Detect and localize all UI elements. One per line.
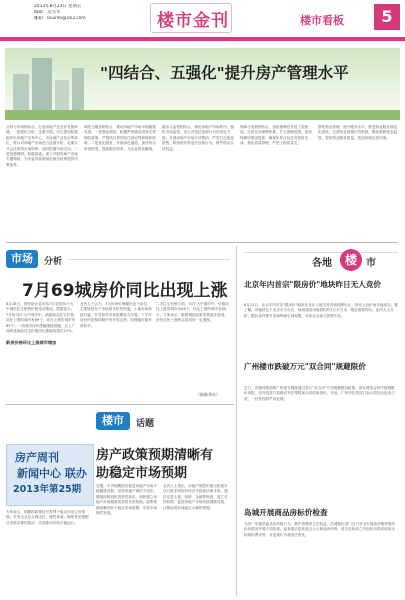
section-logo xyxy=(150,3,232,33)
analysis-source: （据新华社） xyxy=(196,392,220,397)
section-divider xyxy=(6,404,234,405)
issue-info xyxy=(34,4,129,22)
lead-headline: "四结合、五强化"提升房产管理水平 xyxy=(100,64,349,82)
topic-body-b: 业内人士指出，房地产调控的重点将逐步从行政手段转向经济手段和法律手段，通过完善土地、财税、金融等制度，建立长效机制，促进房地产市场持续健康发展，让购房者形成稳定合理的预期。 xyxy=(163,484,228,510)
local-news2-title: 广州楼市跌破万元"双合同"规避限价 xyxy=(244,362,366,371)
analysis-body-left: 8月18日，国家统计局发布7月全国70个大中城市住宅销售价格变动情况。数据显示，7月份70个大中城市中，新建商品住宅价格同比上涨的城市有69个，环比上涨的城市有65个。一线城市房价涨幅继续领跑，北上广深新建商品住宅价格同比涨幅均超过15%。 xyxy=(6,302,76,334)
analysis-badge-sub: 分析 xyxy=(44,257,63,267)
logo-text: 楼市金刊 xyxy=(157,11,229,31)
topic-headline-line1: 房产政策预期清晰有 xyxy=(96,448,214,463)
analysis-rule xyxy=(68,259,230,260)
supplement-issue: 2013年第25期 xyxy=(13,484,82,495)
hero-banner-image xyxy=(5,48,400,120)
lead-column-4: 保障与发展相结合，加快保障性安居工程建设。完善住房保障体系，扩大保障范围，加快保障房建设进度，确保年度目标任务按时完成。强化质量管理，严把工程质量关。 xyxy=(240,125,312,146)
analysis-subheading: 新房价格环比上涨城市增加 xyxy=(6,340,57,345)
page-number: 5 xyxy=(374,4,400,30)
section-divider xyxy=(6,242,398,243)
topic-body-c: 专家表示，明确的政策信号有利于稳定市场主体预期，开发企业应合理定价、理性拿地；购房者应根据自身需求理性购房，共同推动市场平稳运行。 xyxy=(6,510,89,525)
lead-column-3: 服务与监管相结合，规范房地产市场秩序。强化市场监管，加大对违法违规行为的查处力度。开展房地产市场专项整治，严厉打击捂盘惜售、哄抬房价等违法违规行为，维护群众合法权益。 xyxy=(162,125,234,151)
local-news1-title: 北京年内首宗"限房价"地块昨日无人竞价 xyxy=(244,280,382,289)
supplement-partner: 新闻中心 联办 xyxy=(17,467,87,480)
analysis-badge: 市场 xyxy=(6,250,38,268)
supplement-box xyxy=(6,444,94,506)
topic-headline-line2: 助稳定市场预期 xyxy=(96,466,188,481)
analysis-body-right: 二手住宅价格方面，70个大中城市中，价格同比上涨的城市有68个，环比上涨的城市有60个。专家表示，随着调控政策效果逐步显现，房价过快上涨势头将得到一定遏制。 xyxy=(156,302,229,323)
local-badge-prefix: 各地 xyxy=(312,258,332,269)
topic-badge-sub: 话题 xyxy=(136,419,155,429)
supplement-title: 房产周刊 xyxy=(15,451,59,464)
lead-column-2: 调控与服务相结合，推动房地产市场平稳健康发展。一是强化调控，积极贯彻落实国家宏观调控政策，严格执行差别化住房信贷和税收政策。二是优化服务，开辟绿色通道，加快项目审批进度，提高服务效率，为企业排忧解难。 xyxy=(84,125,156,151)
local-news3-body: 为进一步规范商品房价格行为，维护消费者合法权益，岛城物价部门近日对全市商品房销售明码标价情况开展专项检查。检查重点包括是否公示商品房价格、是否在标价之外加价出售或收取未标明的费用等，对违规行为将依法查处。 xyxy=(244,522,395,537)
local-news1-body: 8月21日，北京年内首宗"限房价"地块在北京土地交易市场挂牌出让，因无人竞价而未能成交。据了解，该地块位于北京市丰台区，规划建设用地面积约3万平方米，限定销售均价。业内人士分析，限价条件使开发商利润空间有限，导致企业参与热情不高。 xyxy=(244,303,398,318)
analysis-headline: 7月69城房价同比出现上涨 xyxy=(22,281,228,301)
local-news3-title: 岛城开展商品房标价检查 xyxy=(244,508,328,517)
section-name: 楼市看板 xyxy=(300,14,344,27)
editor-email: 邮箱：louinfo@163.com xyxy=(34,16,86,21)
lead-column-5: 强化物业管理，提升服务水平。推进物业服务规范化建设，完善物业管理长效机制，强化维修资金监管，提高物业服务质量，营造和谐宜居环境。 xyxy=(318,125,398,140)
issue-date: 2013年8月23日 星期五 xyxy=(34,4,82,9)
local-badge-circle: 楼 xyxy=(340,249,362,271)
local-news2-body: 近日，有媒体报道称广州部分楼盘通过签订"双合同"方式规避限价政策，即在网签合同中按照限价申报，另外再签订装修或车位等附加合同收取差价。对此，广州市住建部门表示将加大检查力度，一经发现将严肃处理。 xyxy=(244,386,395,401)
editor-name: 编辑：吴雪华 xyxy=(34,10,61,15)
lead-column-1: 分析与市场相结合，打造房地产业良好发展环境。一是强化分析，注重引领。市住建局积极组织市房地产交易中心、市房地产业协会等单位，每月对房地产市场进行监测分析，定期召开会议研判市场形势，及时把握市场走向。二是加强调研，积极探索。深入开展房地产市场专题调研，为市委市政府制定相关政策提供决策参考。 xyxy=(6,125,78,167)
header-rule xyxy=(0,37,405,41)
local-rule xyxy=(244,252,398,253)
analysis-body-middle: 业内人士认为，7月份房价涨幅仍处于高位，主要原因在于市场需求依然旺盛，土地市场持续升温，开发商对市场预期较为乐观。下半年房价仍将保持稳中有升的态势，但涨幅可能有所收窄。 xyxy=(80,302,152,328)
topic-body-a: 近期，中央明确提出促进房地产市场平稳健康发展，坚持房地产调控不放松，继续抑制投机投资性需求，加快建立房地产市场健康发展的长效机制。政策预期清晰有助于稳定市场预期，引导市场理性发展。 xyxy=(96,484,158,516)
topic-badge: 楼市 xyxy=(96,412,130,430)
local-badge-suffix: 市 xyxy=(366,258,376,269)
column-divider xyxy=(236,246,237,596)
